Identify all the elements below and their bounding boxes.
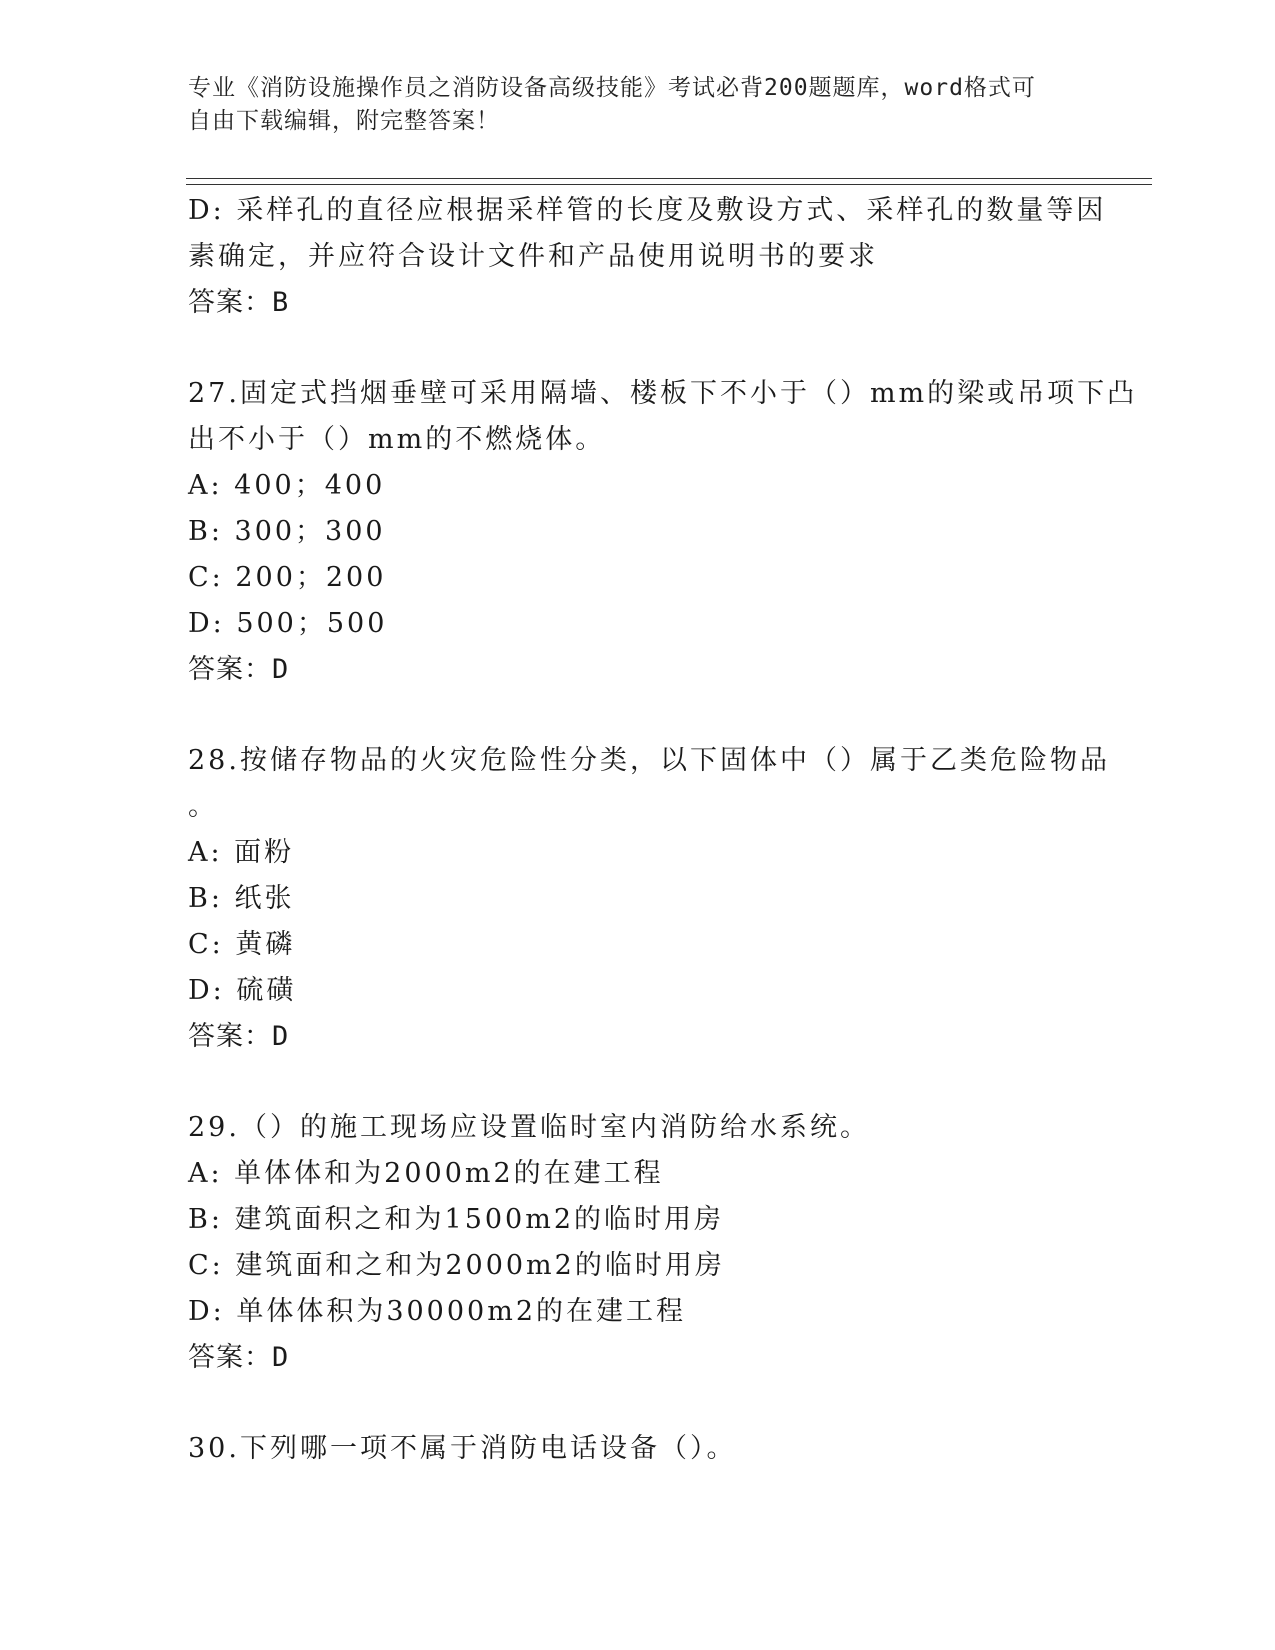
answer: 答案：D (188, 1021, 290, 1052)
question-30 (188, 1426, 1088, 1472)
option-d: D: 500；500 (188, 608, 388, 639)
question-list (188, 188, 1138, 1472)
question-29 (188, 1105, 1088, 1381)
header-double-rule (186, 178, 1152, 185)
option-c: C: 黄磷 (188, 929, 296, 960)
question-stem: 27.固定式挡烟垂壁可采用隔墙、楼板下不小于（）mm的梁或吊项下凸 (188, 378, 1138, 409)
option-d: D: 单体体积为30000m2的在建工程 (188, 1296, 686, 1327)
option-d-continued: 素确定，并应符合设计文件和产品使用说明书的要求 (188, 241, 878, 272)
option-c: C: 200；200 (188, 562, 387, 593)
question-stem: 30.下列哪一项不属于消防电话设备（）。 (188, 1433, 737, 1464)
option-a: A: 单体体和为2000m2的在建工程 (188, 1158, 664, 1189)
document-header (188, 72, 1068, 138)
option-a: A: 400；400 (188, 470, 386, 501)
question-27 (188, 371, 1138, 693)
question-stem-continued: 出不小于（）mm的不燃烧体。 (188, 424, 606, 455)
question-stem: 29.（）的施工现场应设置临时室内消防给水系统。 (188, 1112, 870, 1143)
answer: 答案：B (188, 287, 290, 318)
option-b: B: 300；300 (188, 516, 386, 547)
option-a: A: 面粉 (188, 837, 295, 868)
option-c: C: 建筑面和之和为2000m2的临时用房 (188, 1250, 725, 1281)
question-26-continuation (188, 188, 1107, 326)
header-line-1: 专业《消防设施操作员之消防设备高级技能》考试必背200题题库，word格式可 (188, 75, 1036, 101)
question-stem-continued: 。 (188, 791, 218, 822)
answer: 答案：D (188, 654, 290, 685)
answer: 答案：D (188, 1342, 290, 1373)
question-28 (188, 738, 1110, 1060)
header-line-2: 自由下载编辑，附完整答案！ (188, 108, 500, 134)
option-b: B: 建筑面积之和为1500m2的临时用房 (188, 1204, 725, 1235)
option-d: D: 采样孔的直径应根据采样管的长度及敷设方式、采样孔的数量等因 (188, 195, 1107, 226)
option-b: B: 纸张 (188, 883, 295, 914)
question-stem: 28.按储存物品的火灾危险性分类，以下固体中（）属于乙类危险物品 (188, 745, 1110, 776)
option-d: D: 硫磺 (188, 975, 297, 1006)
